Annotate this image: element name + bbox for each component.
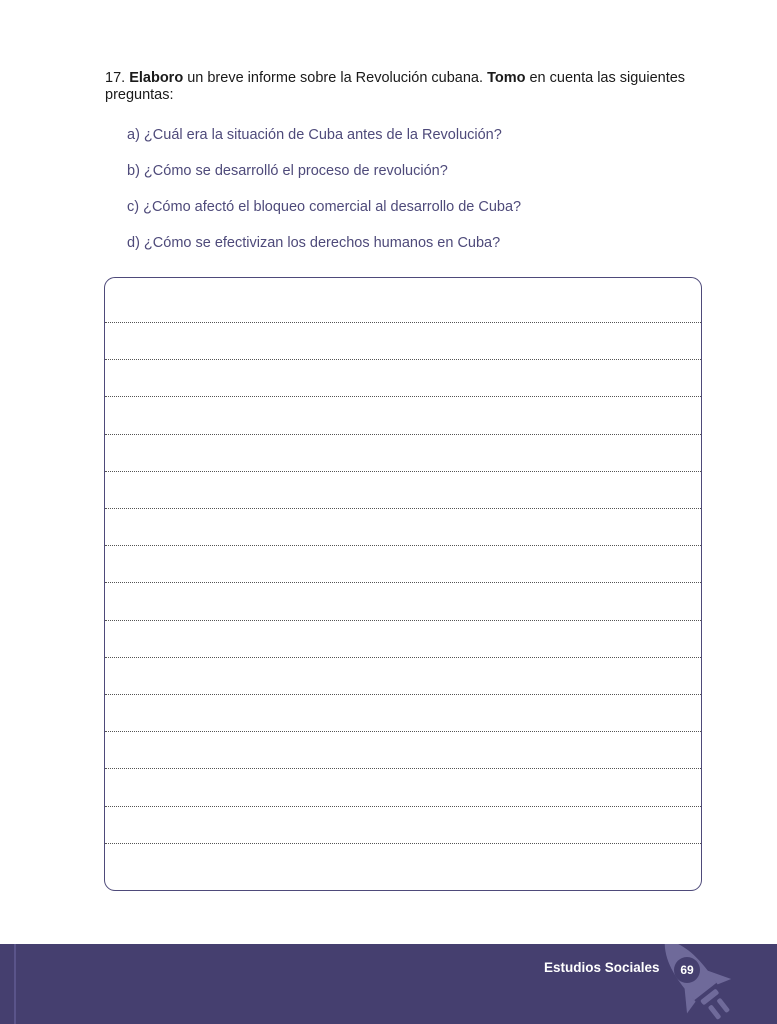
activity-verb-elaboro: Elaboro	[129, 70, 184, 86]
question-a: a) ¿Cuál era la situación de Cuba antes de la Revolución?	[127, 127, 502, 143]
footer-subject: Estudios Sociales	[544, 960, 660, 975]
writing-line	[105, 434, 701, 435]
question-list	[127, 126, 707, 270]
writing-line	[105, 471, 701, 472]
writing-line	[105, 657, 701, 658]
writing-line	[105, 731, 701, 732]
writing-line	[105, 694, 701, 695]
writing-line	[105, 322, 701, 323]
question-c: c) ¿Cómo afectó el bloqueo comercial al desarrollo de Cuba?	[127, 199, 522, 215]
activity-instruction	[105, 70, 695, 104]
writing-line	[105, 545, 701, 546]
writing-line	[105, 768, 701, 769]
rocket-icon	[650, 944, 750, 1024]
writing-line	[105, 620, 701, 621]
writing-line	[105, 843, 701, 844]
footer-stripe	[14, 944, 16, 1024]
activity-text-2: en cuenta las siguientes preguntas:	[105, 70, 686, 103]
activity-text-1: un breve informe sobre la Revolución cubana.	[183, 70, 488, 86]
writing-line	[105, 396, 701, 397]
page-footer	[0, 944, 777, 1024]
writing-line	[105, 508, 701, 509]
writing-line	[105, 582, 701, 583]
page-number: 69	[674, 957, 700, 983]
writing-line	[105, 806, 701, 807]
answer-writing-box[interactable]	[104, 277, 702, 891]
writing-line	[105, 359, 701, 360]
activity-number: 17.	[105, 70, 126, 86]
activity-verb-tomo: Tomo	[487, 70, 526, 86]
question-b: b) ¿Cómo se desarrolló el proceso de revolución?	[127, 163, 448, 179]
question-d: d) ¿Cómo se efectivizan los derechos humanos en Cuba?	[127, 235, 501, 251]
